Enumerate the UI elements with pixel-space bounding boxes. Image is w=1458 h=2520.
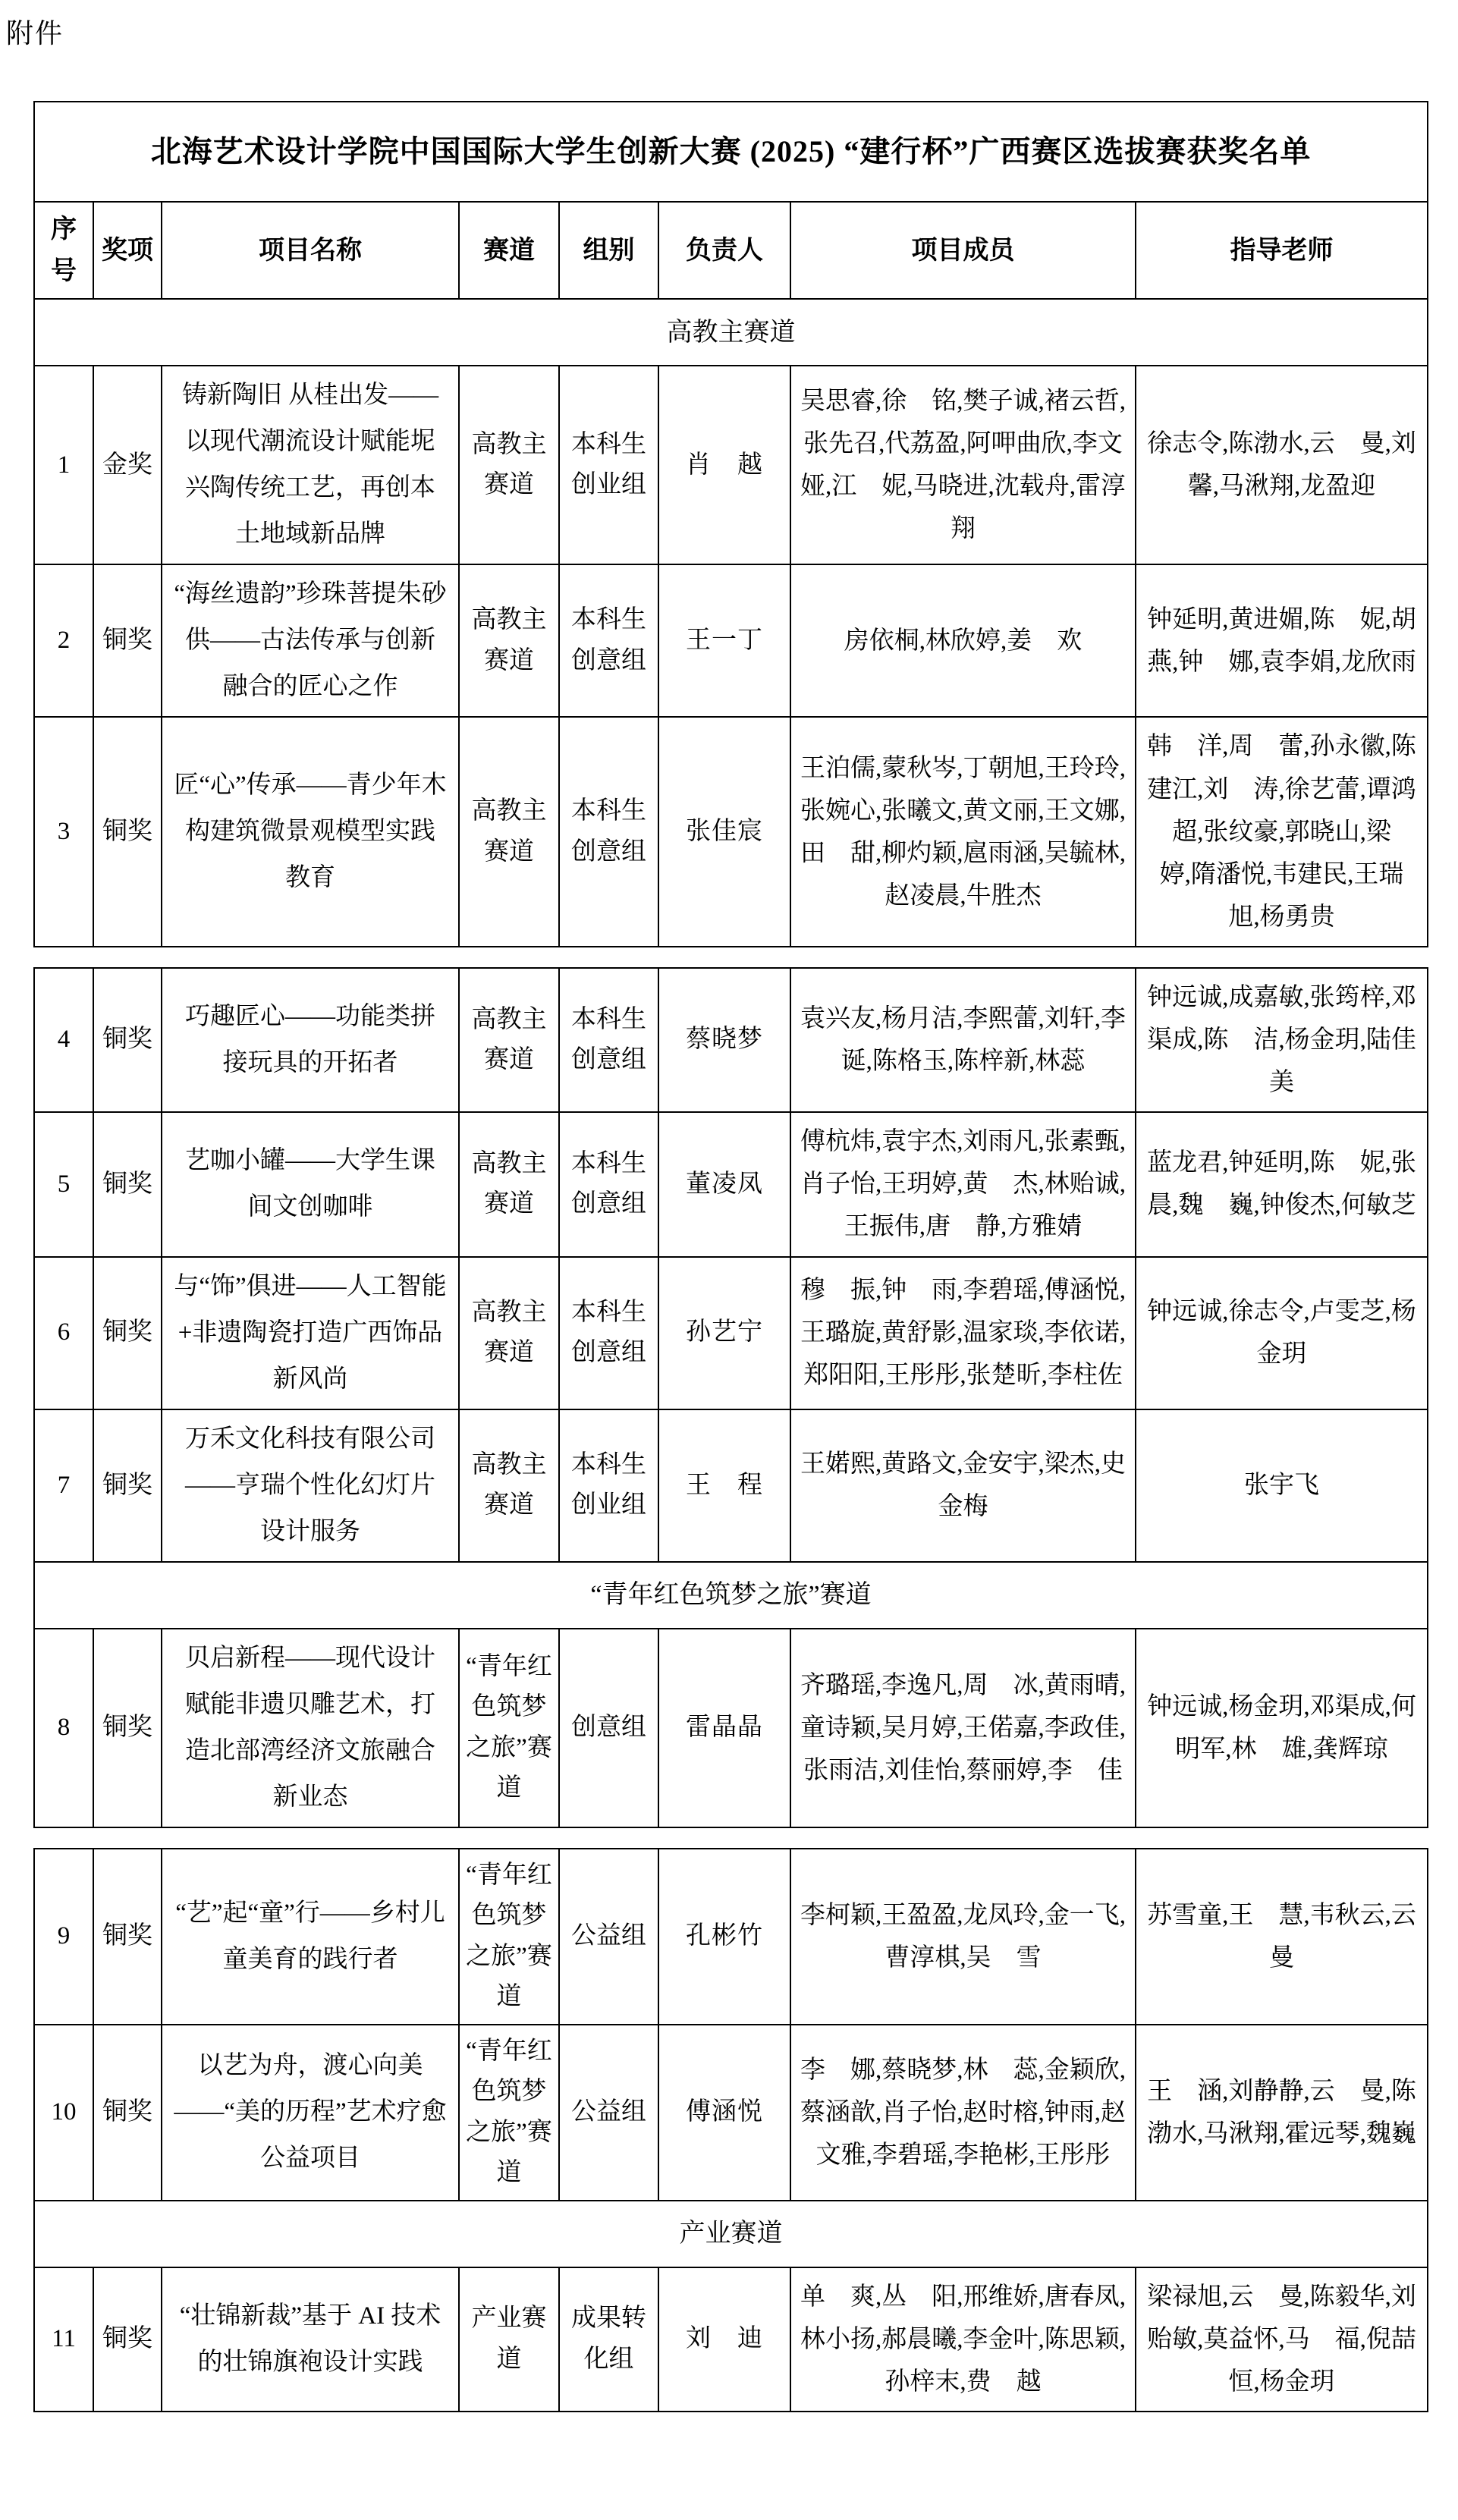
cell-group: 创意组 <box>559 1629 658 1827</box>
cell-group: 公益组 <box>559 1849 658 2025</box>
cell-members: 穆 振,钟 雨,李碧瑶,傅涵悦,王璐旋,黄舒影,温家琰,李依诺,郑阳阳,王彤彤,张楚昕,李柱佐 <box>790 1257 1136 1409</box>
cell-index: 8 <box>34 1629 93 1827</box>
cell-project-name: 巧趣匠心——功能类拼接玩具的开拓者 <box>162 968 459 1112</box>
column-header-members: 项目成员 <box>790 202 1136 299</box>
cell-leader: 董凌凤 <box>658 1112 790 1256</box>
cell-leader: 王一丁 <box>658 564 790 717</box>
cell-advisors: 钟延明,黄进媚,陈 妮,胡燕,钟 娜,袁李娟,龙欣雨 <box>1136 564 1428 717</box>
cell-project-name: “壮锦新裁”基于 AI 技术的壮锦旗袍设计实践 <box>162 2267 459 2412</box>
cell-track: “青年红色筑梦之旅”赛道 <box>459 1849 559 2025</box>
table-row-5 <box>34 1112 1428 1256</box>
cell-track: 高教主赛道 <box>459 717 559 946</box>
section-label: 产业赛道 <box>34 2201 1428 2267</box>
cell-award: 铜奖 <box>93 1409 162 1562</box>
cell-members: 李 娜,蔡晓梦,林 蕊,金颖欣,蔡涵歆,肖子怡,赵时榕,钟雨,赵文雅,李碧瑶,李艳彬,王彤彤 <box>790 2025 1136 2201</box>
cell-members: 傅杭炜,袁宇杰,刘雨凡,张素甄,肖子怡,王玥婷,黄 杰,林贻诚,王振伟,唐 静,方雅婧 <box>790 1112 1136 1256</box>
column-header-leader: 负责人 <box>658 202 790 299</box>
cell-advisors: 徐志令,陈渤水,云 曼,刘馨,马湫翔,龙盈迎 <box>1136 366 1428 564</box>
cell-project-name: 以艺为舟，渡心向美——“美的历程”艺术疗愈公益项目 <box>162 2025 459 2201</box>
cell-award: 铜奖 <box>93 717 162 946</box>
cell-leader: 孔彬竹 <box>658 1849 790 2025</box>
attachment-label: 附件 <box>6 18 64 49</box>
cell-track: 高教主赛道 <box>459 1112 559 1256</box>
cell-award: 铜奖 <box>93 1257 162 1409</box>
table-row-9 <box>34 1849 1428 2025</box>
cell-leader: 傅涵悦 <box>658 2025 790 2201</box>
section-label: 高教主赛道 <box>34 299 1428 366</box>
table-block-1 <box>33 101 1428 947</box>
column-header-project: 项目名称 <box>162 202 459 299</box>
table-row-7 <box>34 1409 1428 1562</box>
cell-award: 铜奖 <box>93 1629 162 1827</box>
section-header-row <box>34 2201 1428 2267</box>
cell-group: 本科生创意组 <box>559 968 658 1112</box>
cell-members: 王婼熙,黄路文,金安宇,梁杰,史金梅 <box>790 1409 1136 1562</box>
cell-award: 铜奖 <box>93 2267 162 2412</box>
cell-members: 袁兴友,杨月洁,李熙蕾,刘轩,李 诞,陈格玉,陈梓新,林蕊 <box>790 968 1136 1112</box>
cell-track: 产业赛道 <box>459 2267 559 2412</box>
cell-advisors: 张宇飞 <box>1136 1409 1428 1562</box>
cell-track: 高教主赛道 <box>459 968 559 1112</box>
cell-leader: 王 程 <box>658 1409 790 1562</box>
cell-track: “青年红色筑梦之旅”赛道 <box>459 2025 559 2201</box>
cell-advisors: 苏雪童,王 慧,韦秋云,云曼 <box>1136 1849 1428 2025</box>
column-header-no: 序号 <box>34 202 93 299</box>
cell-group: 本科生创意组 <box>559 564 658 717</box>
section-header-row <box>34 299 1428 366</box>
cell-members: 单 爽,丛 阳,邢维娇,唐春凤,林小扬,郝晨曦,李金叶,陈思颖,孙梓末,费 越 <box>790 2267 1136 2412</box>
cell-award: 金奖 <box>93 366 162 564</box>
cell-group: 本科生创意组 <box>559 1112 658 1256</box>
section-label: “青年红色筑梦之旅”赛道 <box>34 1562 1428 1629</box>
cell-index: 3 <box>34 717 93 946</box>
column-header-track: 赛道 <box>459 202 559 299</box>
cell-advisors: 钟远诚,徐志令,卢雯芝,杨金玥 <box>1136 1257 1428 1409</box>
cell-project-name: 匠“心”传承——青少年木构建筑微景观模型实践教育 <box>162 717 459 946</box>
table-row-3 <box>34 717 1428 946</box>
table-row-1 <box>34 366 1428 564</box>
cell-project-name: 万禾文化科技有限公司——亨瑞个性化幻灯片设计服务 <box>162 1409 459 1562</box>
cell-project-name: 艺咖小罐——大学生课间文创咖啡 <box>162 1112 459 1256</box>
cell-leader: 肖 越 <box>658 366 790 564</box>
cell-index: 1 <box>34 366 93 564</box>
cell-award: 铜奖 <box>93 2025 162 2201</box>
cell-project-name: “海丝遗韵”珍珠菩提朱砂供——古法传承与创新融合的匠心之作 <box>162 564 459 717</box>
cell-index: 5 <box>34 1112 93 1256</box>
table-row-10 <box>34 2025 1428 2201</box>
table-block-2 <box>33 967 1428 1828</box>
cell-award: 铜奖 <box>93 1112 162 1256</box>
cell-project-name: 铸新陶旧 从桂出发——以现代潮流设计赋能坭兴陶传统工艺，再创本土地域新品牌 <box>162 366 459 564</box>
cell-members: 吴思睿,徐 铭,樊子诚,褚云哲,张先召,代荔盈,阿呷曲欣,李文娅,江 妮,马晓进,沈载舟,雷淳翔 <box>790 366 1136 564</box>
cell-members: 齐璐瑶,李逸凡,周 冰,黄雨晴,童诗颖,吴月婷,王偌嘉,李政佳,张雨洁,刘佳怡,蔡丽婷,李 佳 <box>790 1629 1136 1827</box>
column-header-group: 组别 <box>559 202 658 299</box>
cell-leader: 刘 迪 <box>658 2267 790 2412</box>
cell-leader: 蔡晓梦 <box>658 968 790 1112</box>
cell-advisors: 韩 洋,周 蕾,孙永徽,陈建江,刘 涛,徐艺蕾,谭鸿超,张纹豪,郭晓山,梁 婷,隋潘悦,韦建民,王瑞旭,杨勇贵 <box>1136 717 1428 946</box>
awards-table <box>33 101 1429 2412</box>
cell-advisors: 王 涵,刘静静,云 曼,陈渤水,马湫翔,霍远琴,魏巍 <box>1136 2025 1428 2201</box>
cell-track: 高教主赛道 <box>459 366 559 564</box>
cell-group: 本科生创业组 <box>559 1409 658 1562</box>
cell-project-name: 贝启新程——现代设计赋能非遗贝雕艺术，打造北部湾经济文旅融合新业态 <box>162 1629 459 1827</box>
cell-advisors: 钟远诚,成嘉敏,张筠梓,邓渠成,陈 洁,杨金玥,陆佳美 <box>1136 968 1428 1112</box>
cell-group: 公益组 <box>559 2025 658 2201</box>
title-row <box>34 102 1428 202</box>
cell-group: 本科生创意组 <box>559 1257 658 1409</box>
cell-award: 铜奖 <box>93 564 162 717</box>
table-row-2 <box>34 564 1428 717</box>
cell-advisors: 钟远诚,杨金玥,邓渠成,何明军,林 雄,龚辉琼 <box>1136 1629 1428 1827</box>
cell-track: 高教主赛道 <box>459 1257 559 1409</box>
cell-group: 本科生创业组 <box>559 366 658 564</box>
cell-members: 李柯颖,王盈盈,龙凤玲,金一飞,曹淳棋,吴 雪 <box>790 1849 1136 2025</box>
cell-project-name: 与“饰”俱进——人工智能+非遗陶瓷打造广西饰品新风尚 <box>162 1257 459 1409</box>
cell-index: 10 <box>34 2025 93 2201</box>
cell-group: 本科生创意组 <box>559 717 658 946</box>
table-row-6 <box>34 1257 1428 1409</box>
cell-leader: 张佳宸 <box>658 717 790 946</box>
cell-group: 成果转化组 <box>559 2267 658 2412</box>
cell-members: 房依桐,林欣婷,姜 欢 <box>790 564 1136 717</box>
cell-leader: 孙艺宁 <box>658 1257 790 1409</box>
cell-track: “青年红色筑梦之旅”赛道 <box>459 1629 559 1827</box>
cell-track: 高教主赛道 <box>459 564 559 717</box>
cell-leader: 雷晶晶 <box>658 1629 790 1827</box>
column-header-advisors: 指导老师 <box>1136 202 1428 299</box>
cell-index: 4 <box>34 968 93 1112</box>
cell-project-name: “艺”起“童”行——乡村儿童美育的践行者 <box>162 1849 459 2025</box>
cell-advisors: 蓝龙君,钟延明,陈 妮,张晨,魏 巍,钟俊杰,何敏芝 <box>1136 1112 1428 1256</box>
column-header-row <box>34 202 1428 299</box>
section-header-row <box>34 1562 1428 1629</box>
cell-advisors: 梁禄旭,云 曼,陈毅华,刘贻敏,莫益怀,马 福,倪喆恒,杨金玥 <box>1136 2267 1428 2412</box>
cell-award: 铜奖 <box>93 1849 162 2025</box>
cell-track: 高教主赛道 <box>459 1409 559 1562</box>
cell-index: 11 <box>34 2267 93 2412</box>
cell-members: 王泊儒,蒙秋岑,丁朝旭,王玲玲,张婉心,张曦文,黄文丽,王文娜,田 甜,柳灼颖,扈雨涵,吴毓林,赵凌晨,牛胜杰 <box>790 717 1136 946</box>
cell-index: 6 <box>34 1257 93 1409</box>
column-header-award: 奖项 <box>93 202 162 299</box>
table-block-3 <box>33 1848 1428 2412</box>
table-title: 北海艺术设计学院中国国际大学生创新大赛 (2025) “建行杯”广西赛区选拔赛获奖名单 <box>34 102 1428 202</box>
table-row-4 <box>34 968 1428 1112</box>
cell-index: 7 <box>34 1409 93 1562</box>
cell-index: 2 <box>34 564 93 717</box>
cell-award: 铜奖 <box>93 968 162 1112</box>
table-row-8 <box>34 1629 1428 1827</box>
table-row-11 <box>34 2267 1428 2412</box>
cell-index: 9 <box>34 1849 93 2025</box>
